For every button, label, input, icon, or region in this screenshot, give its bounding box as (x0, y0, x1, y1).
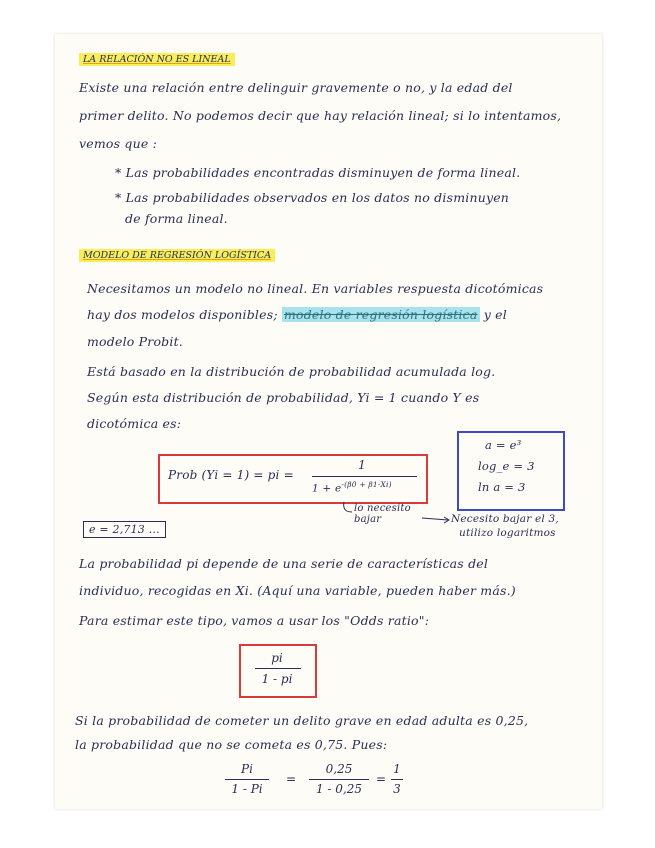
final-num-3: 1 (393, 762, 401, 776)
bullet-item: * Las probabilidades observados en los datos no disminuyen (115, 190, 510, 205)
text-line: vemos que : (79, 136, 158, 151)
equals-sign: = (375, 772, 387, 786)
note-line: log_e = 3 (478, 459, 535, 473)
formula-numerator: 1 (358, 458, 366, 472)
final-num-2: 0,25 (325, 762, 353, 776)
final-den-1: 1 - Pi (231, 782, 263, 796)
text-line: Para estimar este tipo, vamos a usar los "Odds ratio": (79, 613, 430, 628)
need-note-line: Necesito bajar el 3, (451, 513, 559, 525)
text-line: primer delito. No podemos decir que hay relación lineal; si lo intentamos, (79, 108, 562, 123)
final-den-2: 1 - 0,25 (315, 782, 363, 796)
euler-constant-box: e = 2,713 ... (83, 521, 166, 538)
struck-text: modelo de regresión logística (283, 307, 478, 322)
fraction-bar (255, 668, 301, 669)
final-den-3: 3 (393, 782, 401, 796)
text-line: Según esta distribución de probabilidad, Yi = 1 cuando Y es (87, 390, 480, 405)
text-line: Si la probabilidad de cometer un delito grave en edad adulta es 0,25, (75, 713, 529, 728)
text-line: individuo, recogidas en Xi. (Aquí una variable, pueden haber más.) (79, 583, 516, 598)
text-line: La probabilidad pi depende de una serie de características del (79, 556, 489, 571)
text-line: Necesitamos un modelo no lineal. En variables respuesta dicotómicas (87, 281, 544, 296)
final-num-1: Pi (241, 762, 253, 776)
text-line-models (87, 307, 507, 322)
text-line: Está basado en la distribución de probabilidad acumulada log. (87, 364, 496, 379)
need-note-line: utilizo logaritmos (459, 527, 556, 539)
note-line: a = e³ (485, 438, 522, 452)
odds-numerator: pi (271, 651, 283, 665)
bullet-item: * Las probabilidades encontradas disminuyen de forma lineal. (115, 165, 521, 180)
fraction-bar (309, 779, 369, 780)
equals-sign: = (285, 772, 297, 786)
section-heading-logistic: MODELO DE REGRESIÓN LOGÍSTICA (79, 249, 275, 262)
text-line: la probabilidad que no se cometa es 0,75. Pues: (75, 737, 388, 752)
denominator-exponent: -(β0 + β1·Xi) (341, 480, 392, 489)
fraction-bar (312, 476, 417, 477)
section-heading-nonlinear: LA RELACIÓN NO ES LINEAL (79, 53, 235, 66)
denominator-base: 1 + e (312, 482, 342, 495)
formula-denominator (312, 480, 392, 495)
fraction-bar (391, 779, 403, 780)
formula-lhs: Prob (Yi = 1) = pi = (168, 468, 294, 482)
text-fragment: y el (483, 307, 507, 322)
note-line: ln a = 3 (478, 480, 526, 494)
odds-denominator: 1 - pi (261, 672, 293, 686)
text-fragment: hay dos modelos disponibles; (87, 307, 278, 322)
text-line: modelo Probit. (87, 334, 183, 349)
text-line: Existe una relación entre delinguir gravemente o no, y la edad del (79, 80, 513, 95)
fraction-bar (225, 779, 269, 780)
arrow-note-text: lo necesito bajar (354, 503, 411, 525)
bullet-item-continued: de forma lineal. (125, 211, 228, 226)
text-line: dicotómica es: (87, 416, 182, 431)
